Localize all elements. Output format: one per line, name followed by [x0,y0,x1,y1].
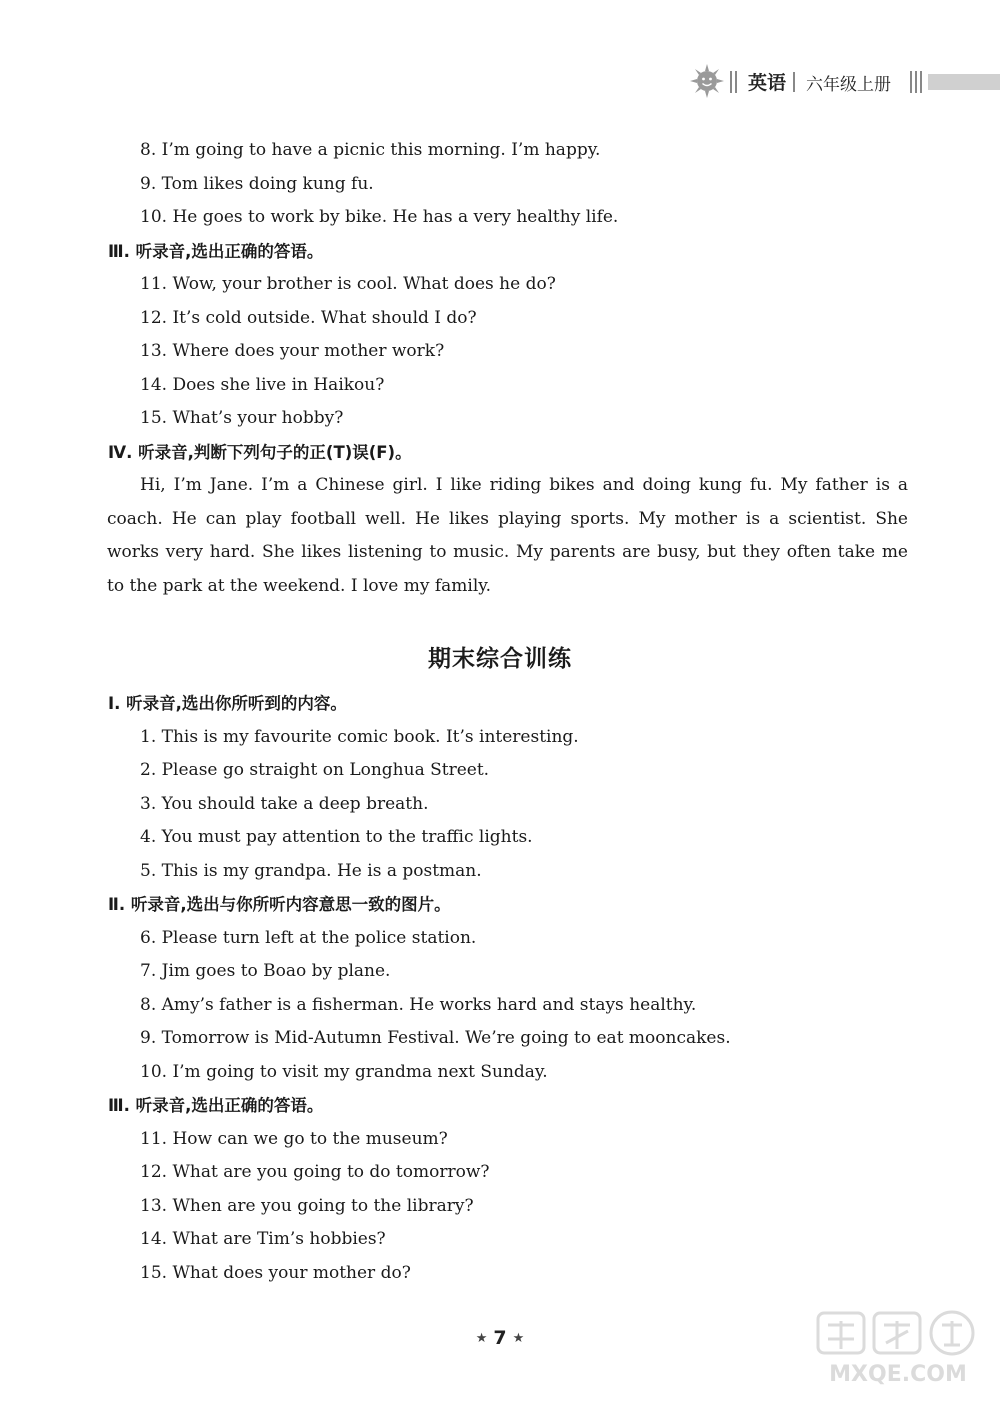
list-item: 11. How can we go to the museum? [140,1128,448,1149]
page-header [690,62,1000,100]
header-divider-left [730,71,738,93]
star-icon: ★ [475,1331,488,1346]
list-item: 6. Please turn left at the police station. [140,927,477,948]
header-divider-right [910,71,924,93]
list-item: 14. Does she live in Haikou? [140,374,385,395]
list-item: 4. You must pay attention to the traffic lights. [140,827,533,847]
section-heading: Ⅳ. 听录音,判断下列句子的正(T)误(F)。 [108,442,412,462]
list-item: 10. I’m going to visit my grandma next Sunday. [140,1061,548,1082]
list-item: 10. He goes to work by bike. He has a very healthy life. [140,207,619,227]
watermark-logo-icon [810,1309,986,1389]
list-item: 13. When are you going to the library? [140,1195,474,1216]
star-icon: ★ [512,1331,525,1346]
list-item: 15. What does your mother do? [140,1262,411,1283]
list-item: 8. Amy’s father is a fisherman. He works hard and stays healthy. [140,994,697,1015]
list-item: 15. What’s your hobby? [140,408,344,428]
watermark-text: MXQE.COM [829,1362,967,1387]
list-item: 9. Tomorrow is Mid-Autumn Festival. We’re going to eat mooncakes. [140,1028,731,1048]
list-item: 2. Please go straight on Longhua Street. [140,760,490,780]
list-item: 13. Where does your mother work? [140,341,445,361]
header-band [928,74,1000,90]
section-heading: Ⅰ. 听录音,选出你所听到的内容。 [108,694,347,713]
section-heading: Ⅱ. 听录音,选出与你所听内容意思一致的图片。 [108,895,451,914]
section-heading: Ⅲ. 听录音,选出正确的答语。 [108,1096,324,1115]
header-separator [793,72,795,92]
list-item: 11. Wow, your brother is cool. What does he do? [140,274,556,294]
list-item: 1. This is my favourite comic book. It’s interesting. [140,726,579,747]
list-item: 3. You should take a deep breath. [140,793,429,814]
list-item: 9. Tom likes doing kung fu. [140,173,374,194]
header-subject: 英语 [748,72,787,94]
list-item: 5. This is my grandpa. He is a postman. [140,860,482,881]
page-content [0,134,1000,1290]
list-item: 12. It’s cold outside. What should I do? [140,307,477,328]
header-grade: 六年级上册 [806,75,891,95]
sun-face-icon [690,64,724,98]
list-item: 7. Jim goes to Boao by plane. [140,961,391,981]
page-number-value: 7 [493,1327,507,1349]
list-item: 12. What are you going to do tomorrow? [140,1162,490,1182]
list-item: 14. What are Tim’s hobbies? [140,1229,386,1249]
passage-paragraph: Hi, I’m Jane. I’m a Chinese girl. I like riding bikes and doing kung fu. My father is a coach. He can play football well. He likes playing sports. My mother is a scientist. She works very hard. She likes listening to music. My parents are busy, but they often take me to the park at the weekend. I love my family. [107,475,908,596]
part-title: 期末综合训练 [428,646,572,672]
section-heading: Ⅲ. 听录音,选出正确的答语。 [108,241,324,261]
list-item: 8. I’m going to have a picnic this morning. I’m happy. [140,140,601,160]
